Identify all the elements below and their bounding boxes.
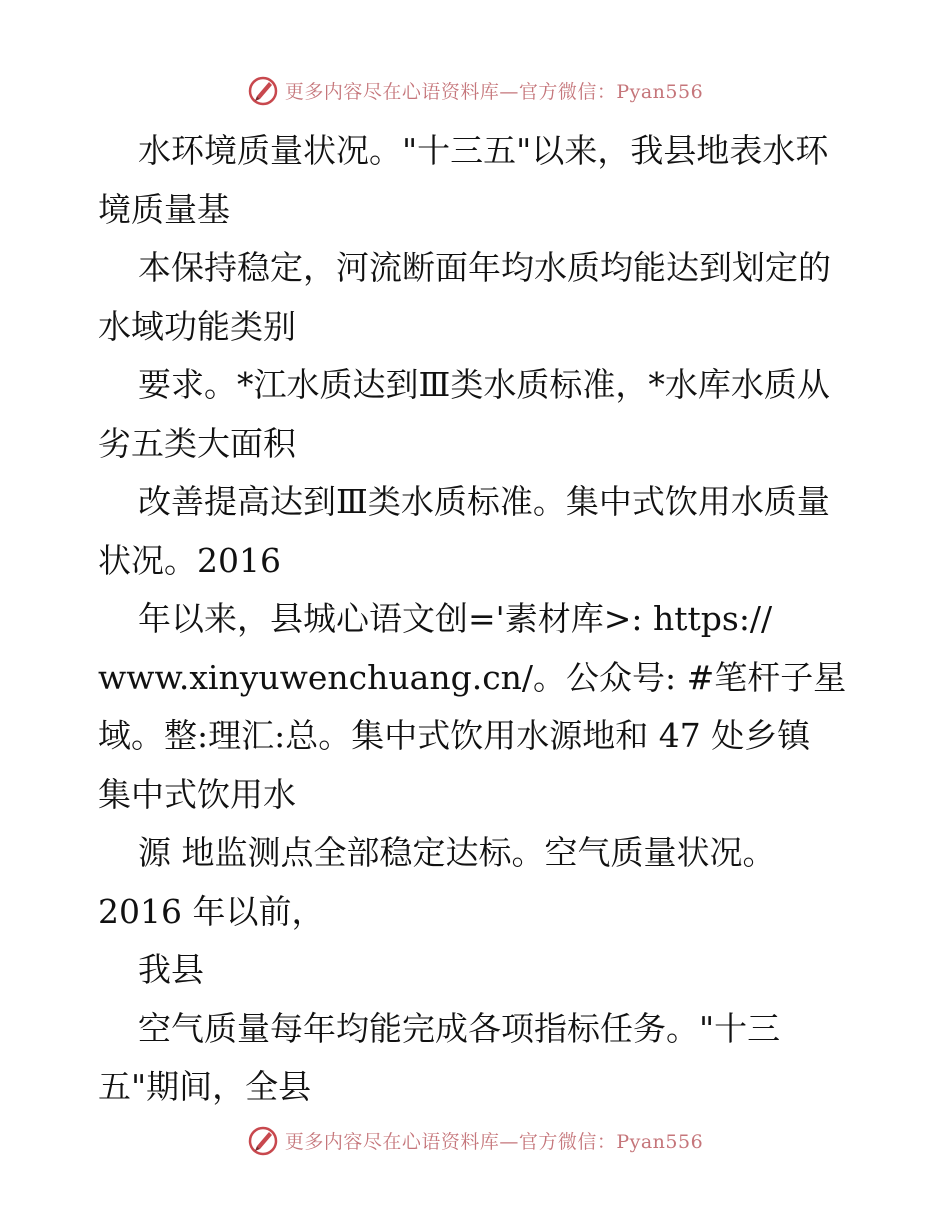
text-line: 2016 年以前， [98, 891, 325, 931]
footer-banner-text: 更多内容尽在心语资料库—官方微信：Pyan556 [284, 1130, 704, 1153]
text-line: 状况。2016 [98, 540, 281, 580]
header-banner-content [247, 74, 703, 106]
text-line: 水环境质量状况。"十三五"以来，我县地表水环 [138, 131, 829, 170]
header-watermark-banner [0, 70, 950, 110]
pen-circle-logo-icon [247, 1124, 279, 1156]
text-line: 集中式饮用水 [98, 774, 296, 814]
text-line: 年以来，县城心语文创='素材库>: https:// [138, 599, 773, 638]
text-line: 五"期间，全县 [98, 1067, 312, 1106]
text-line: 改善提高达到Ⅲ类水质标准。集中式饮用水质量 [138, 482, 830, 521]
text-line: 我县 [138, 950, 204, 989]
text-line: 劣五类大面积 [98, 423, 296, 463]
footer-banner-content [247, 1124, 703, 1156]
document-body [98, 122, 858, 1117]
text-line: 空气质量每年均能完成各项指标任务。"十三 [138, 1008, 781, 1048]
footer-watermark-banner [0, 1120, 950, 1160]
text-line: 源 地监测点全部稳定达标。空气质量状况。 [138, 833, 776, 872]
pen-circle-logo-icon [247, 74, 279, 106]
text-line: 水域功能类别 [98, 306, 296, 346]
header-banner-text: 更多内容尽在心语资料库—官方微信：Pyan556 [284, 80, 704, 103]
text-line: www.xinyuwenchuang.cn/。公众号: #笔杆子星 [98, 657, 847, 697]
text-line: 要求。*江水质达到Ⅲ类水质标准，*水库水质从 [138, 365, 830, 404]
text-line: 本保持稳定，河流断面年均水质均能达到划定的 [138, 248, 831, 287]
text-line: 境质量基 [98, 189, 230, 229]
text-line: 域。整:理汇:总。集中式饮用水源地和 47 处乡镇 [98, 716, 811, 755]
